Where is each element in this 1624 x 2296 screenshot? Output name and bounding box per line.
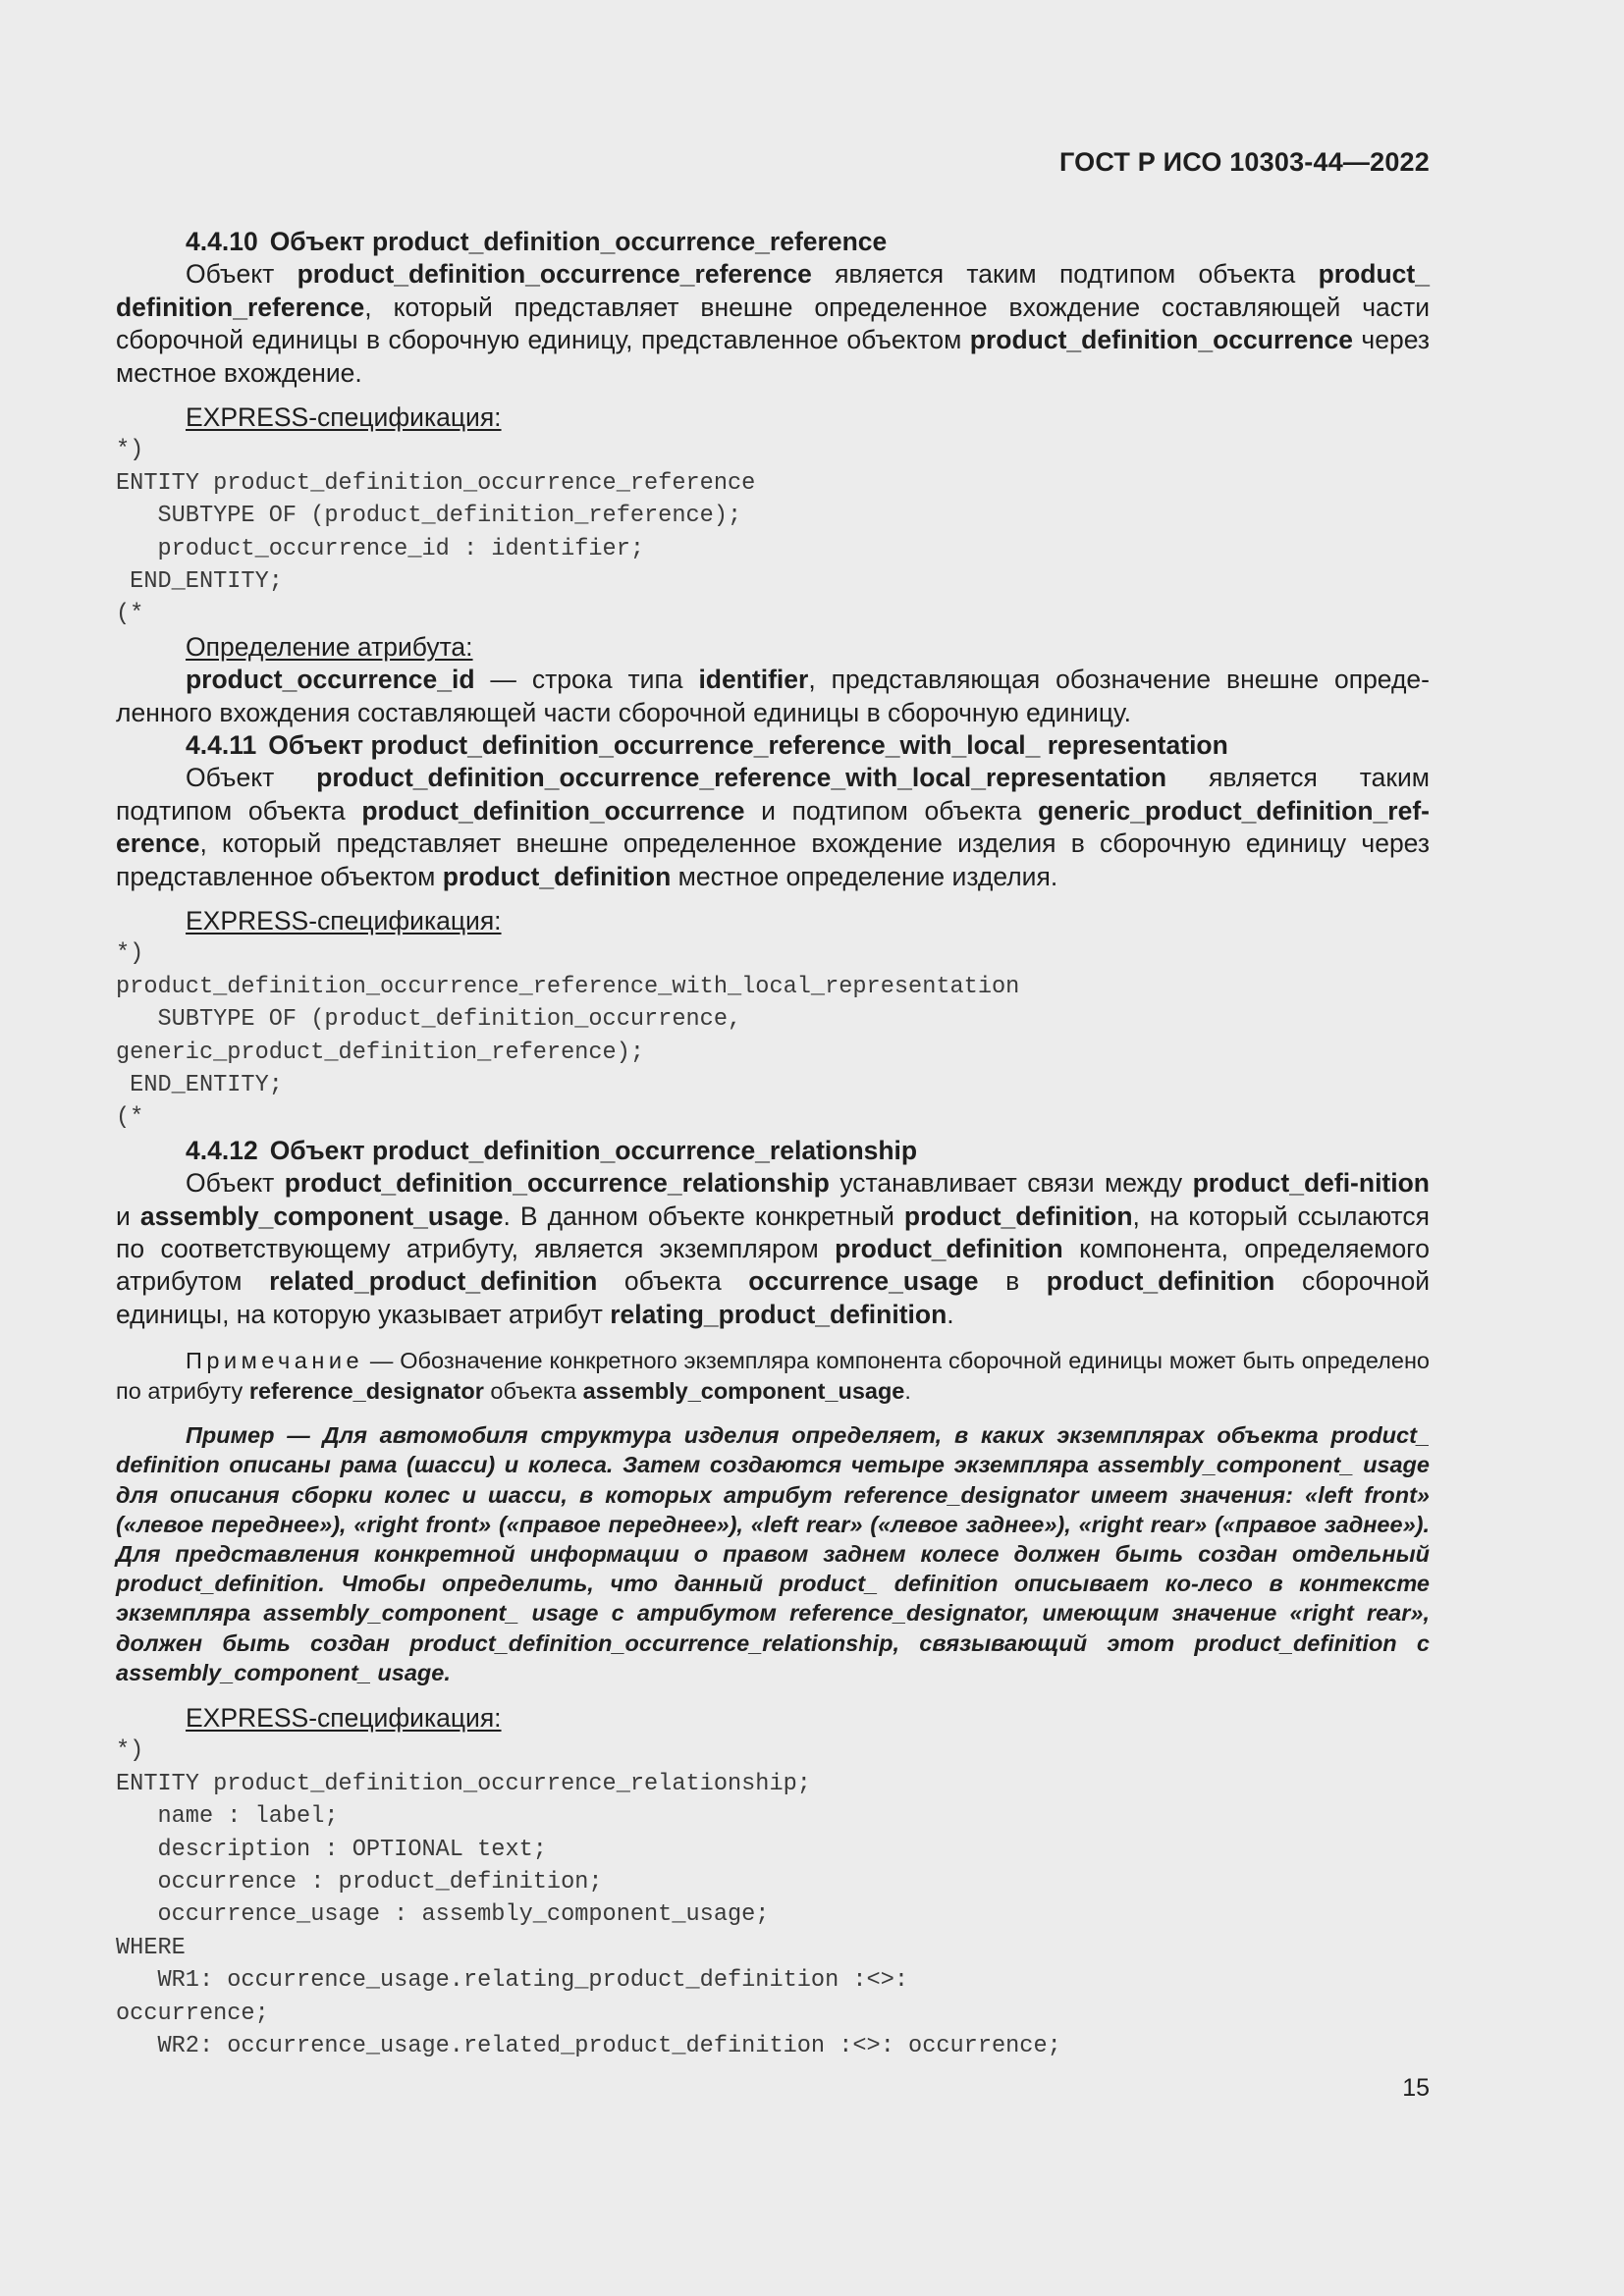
- bold-term: relating_product_definition: [610, 1299, 947, 1329]
- bold-term: product_definition_occurrence: [361, 795, 745, 826]
- section-heading-4-4-10: [116, 226, 1430, 258]
- express-spec-label: EXPRESS-спецификация:: [186, 906, 502, 936]
- attribute-definition: [116, 664, 1430, 729]
- text-run: сборочной единицы, на которую указывает атрибут: [116, 1266, 1431, 1329]
- example-paragraph: [116, 1420, 1430, 1687]
- express-code-block: [116, 434, 1430, 630]
- code-line: ENTITY product_definition_occurrence_reference: [116, 469, 756, 497]
- bold-term: product_ definition_reference: [116, 259, 1430, 322]
- code-line: ENTITY product_definition_occurrence_relationship;: [116, 1770, 811, 1797]
- text-run: в: [978, 1266, 1047, 1297]
- code-line: generic_product_definition_reference);: [116, 1039, 645, 1066]
- text-run: Объект: [186, 259, 298, 290]
- text-run: объекта: [597, 1266, 749, 1297]
- code-line: (*: [116, 601, 144, 628]
- code-line: *): [116, 437, 144, 464]
- code-line: SUBTYPE OF (product_definition_occurrence,: [116, 1006, 742, 1034]
- bold-term: product_definition: [903, 1201, 1133, 1231]
- bold-term: product_definition_occurrence_reference_with_local_representation: [316, 763, 1167, 793]
- example-label: Пример: [186, 1422, 275, 1449]
- express-spec-label: EXPRESS-спецификация:: [186, 1703, 502, 1734]
- code-line: (*: [116, 1104, 144, 1132]
- section-number: 4.4.12: [186, 1135, 258, 1165]
- code-line: occurrence_usage : assembly_component_usage;: [116, 1901, 770, 1929]
- text-run: и: [116, 1201, 140, 1231]
- code-line: *): [116, 1737, 144, 1765]
- bold-term: related_product_definition: [269, 1266, 598, 1297]
- code-line: product_definition_occurrence_reference_with_local_representation: [116, 973, 1020, 1000]
- text-run: — Обозначение конкретного экземпляра компонента сборочной единицы может быть определено по атрибуту: [116, 1348, 1430, 1404]
- section-number: 4.4.10: [186, 227, 258, 256]
- section-description: [116, 1167, 1430, 1331]
- bold-term: product_definition_occurrence: [969, 325, 1353, 355]
- text-run: — Для автомобиля структура изделия определяет, в каких экземплярах объекта product_ definition описаны рама (шасси) и колеса. Затем создаются четыре экземпляра assembly_component_ usage для описания сборки колес и шасси, в которых атрибут reference_designator имеет значения: «left front» («левое переднее»), «right front» («правое переднее»), «left rear» («левое заднее»), «right rear» («правое заднее»). Для представления конкретной информации о правом заднем колесе должен быть создан отдельный product_definition. Чтобы определить, что данный product_ definition описывает ко-лесо в контексте экземпляра assembly_component_ usage с атрибутом reference_designator, имеющим значение «right rear», должен быть создан product_definition_occurrence_relationship, связывающий этот product_definition с assembly_component_ usage.: [116, 1422, 1430, 1685]
- text-run: является таким подтипом объекта: [811, 259, 1319, 290]
- code-line: END_ENTITY;: [116, 1072, 283, 1098]
- code-line: END_ENTITY;: [116, 568, 283, 595]
- text-run: , представляющая обозначение внешне опреде-ленного вхождения составляющей части сборочной единицы в сборочную единицу.: [116, 665, 1430, 727]
- bold-term: product_definition: [442, 861, 672, 891]
- text-run: , на который ссылаются по соответствующему атрибуту, является экземпляром: [116, 1201, 1430, 1263]
- bold-term: generic_product_definition_ref-erence: [116, 795, 1430, 859]
- section-title: Объект product_definition_occurrence_relationship: [269, 1135, 918, 1165]
- section-heading-4-4-11: [116, 729, 1430, 762]
- bold-term: assembly_component_usage: [582, 1377, 905, 1404]
- bold-term: identifier: [698, 665, 809, 695]
- code-line: SUBTYPE OF (product_definition_reference);: [116, 503, 742, 530]
- text-run: , который представляет внешне определенное вхождение изделия в сборочную единицу через представленное объектом: [116, 828, 1430, 891]
- bold-term: product_defi-nition: [1192, 1168, 1430, 1199]
- text-run: является таким подтипом объекта: [116, 763, 1430, 826]
- section-description: [116, 762, 1430, 893]
- code-line: occurrence : product_definition;: [116, 1869, 603, 1896]
- text-run: .: [904, 1377, 911, 1404]
- express-spec-label: EXPRESS-спецификация:: [186, 402, 502, 433]
- text-run: .: [947, 1299, 954, 1329]
- code-line: WHERE: [116, 1934, 186, 1961]
- bold-term: product_occurrence_id: [186, 665, 475, 695]
- text-run: компонента, определяемого атрибутом: [116, 1234, 1431, 1297]
- text-run: , который представляет внешне определенное вхождение составляющей части сборочной единицы в сборочную единицу, представленное объектом: [116, 292, 1430, 355]
- express-code-block: [116, 937, 1430, 1134]
- section-title: Объект product_definition_occurrence_reference: [269, 227, 888, 256]
- section-heading-4-4-12: [116, 1135, 1430, 1167]
- text-flow: [116, 226, 1430, 2062]
- code-line: description : OPTIONAL text;: [116, 1836, 547, 1863]
- text-run: Объект: [186, 1168, 285, 1199]
- text-run: . В данном объекте конкретный: [503, 1201, 904, 1231]
- section-title: Объект product_definition_occurrence_reference_with_local_ representation: [268, 730, 1228, 760]
- code-line: name : label;: [116, 1803, 339, 1831]
- express-code-block: [116, 1735, 1430, 2062]
- text-run: Объект: [186, 763, 317, 793]
- bold-term: occurrence_usage: [748, 1266, 979, 1297]
- page-number: 15: [1402, 2074, 1430, 2102]
- bold-term: product_definition_occurrence_relationship: [284, 1168, 830, 1199]
- bold-term: product_definition: [1046, 1266, 1275, 1297]
- text-run: через местное вхождение.: [116, 325, 1430, 388]
- section-description: [116, 258, 1430, 390]
- standard-designation: ГОСТ Р ИСО 10303-44—2022: [1059, 147, 1430, 177]
- code-line: *): [116, 940, 144, 968]
- attribute-definition-label: Определение атрибута:: [186, 631, 473, 662]
- section-number: 4.4.11: [186, 730, 257, 760]
- text-run: устанавливает связи между: [829, 1168, 1193, 1199]
- bold-term: reference_designator: [248, 1377, 484, 1404]
- text-run: местное определение изделия.: [671, 861, 1058, 891]
- text-run: объекта: [483, 1377, 583, 1404]
- bold-term: product_definition_occurrence_reference: [297, 259, 812, 290]
- text-run: и подтипом объекта: [744, 795, 1038, 826]
- bold-term: product_definition: [835, 1234, 1063, 1263]
- bold-term: assembly_component_usage: [139, 1201, 504, 1231]
- note-paragraph: [116, 1346, 1430, 1406]
- code-line: occurrence;: [116, 2000, 269, 2027]
- code-line: WR1: occurrence_usage.relating_product_definition :<>:: [116, 1967, 909, 1995]
- note-label: Примечание: [186, 1348, 364, 1374]
- code-line: product_occurrence_id : identifier;: [116, 535, 645, 562]
- text-run: — строка типа: [474, 665, 699, 695]
- code-line: WR2: occurrence_usage.related_product_definition :<>: occurrence;: [116, 2032, 1061, 2059]
